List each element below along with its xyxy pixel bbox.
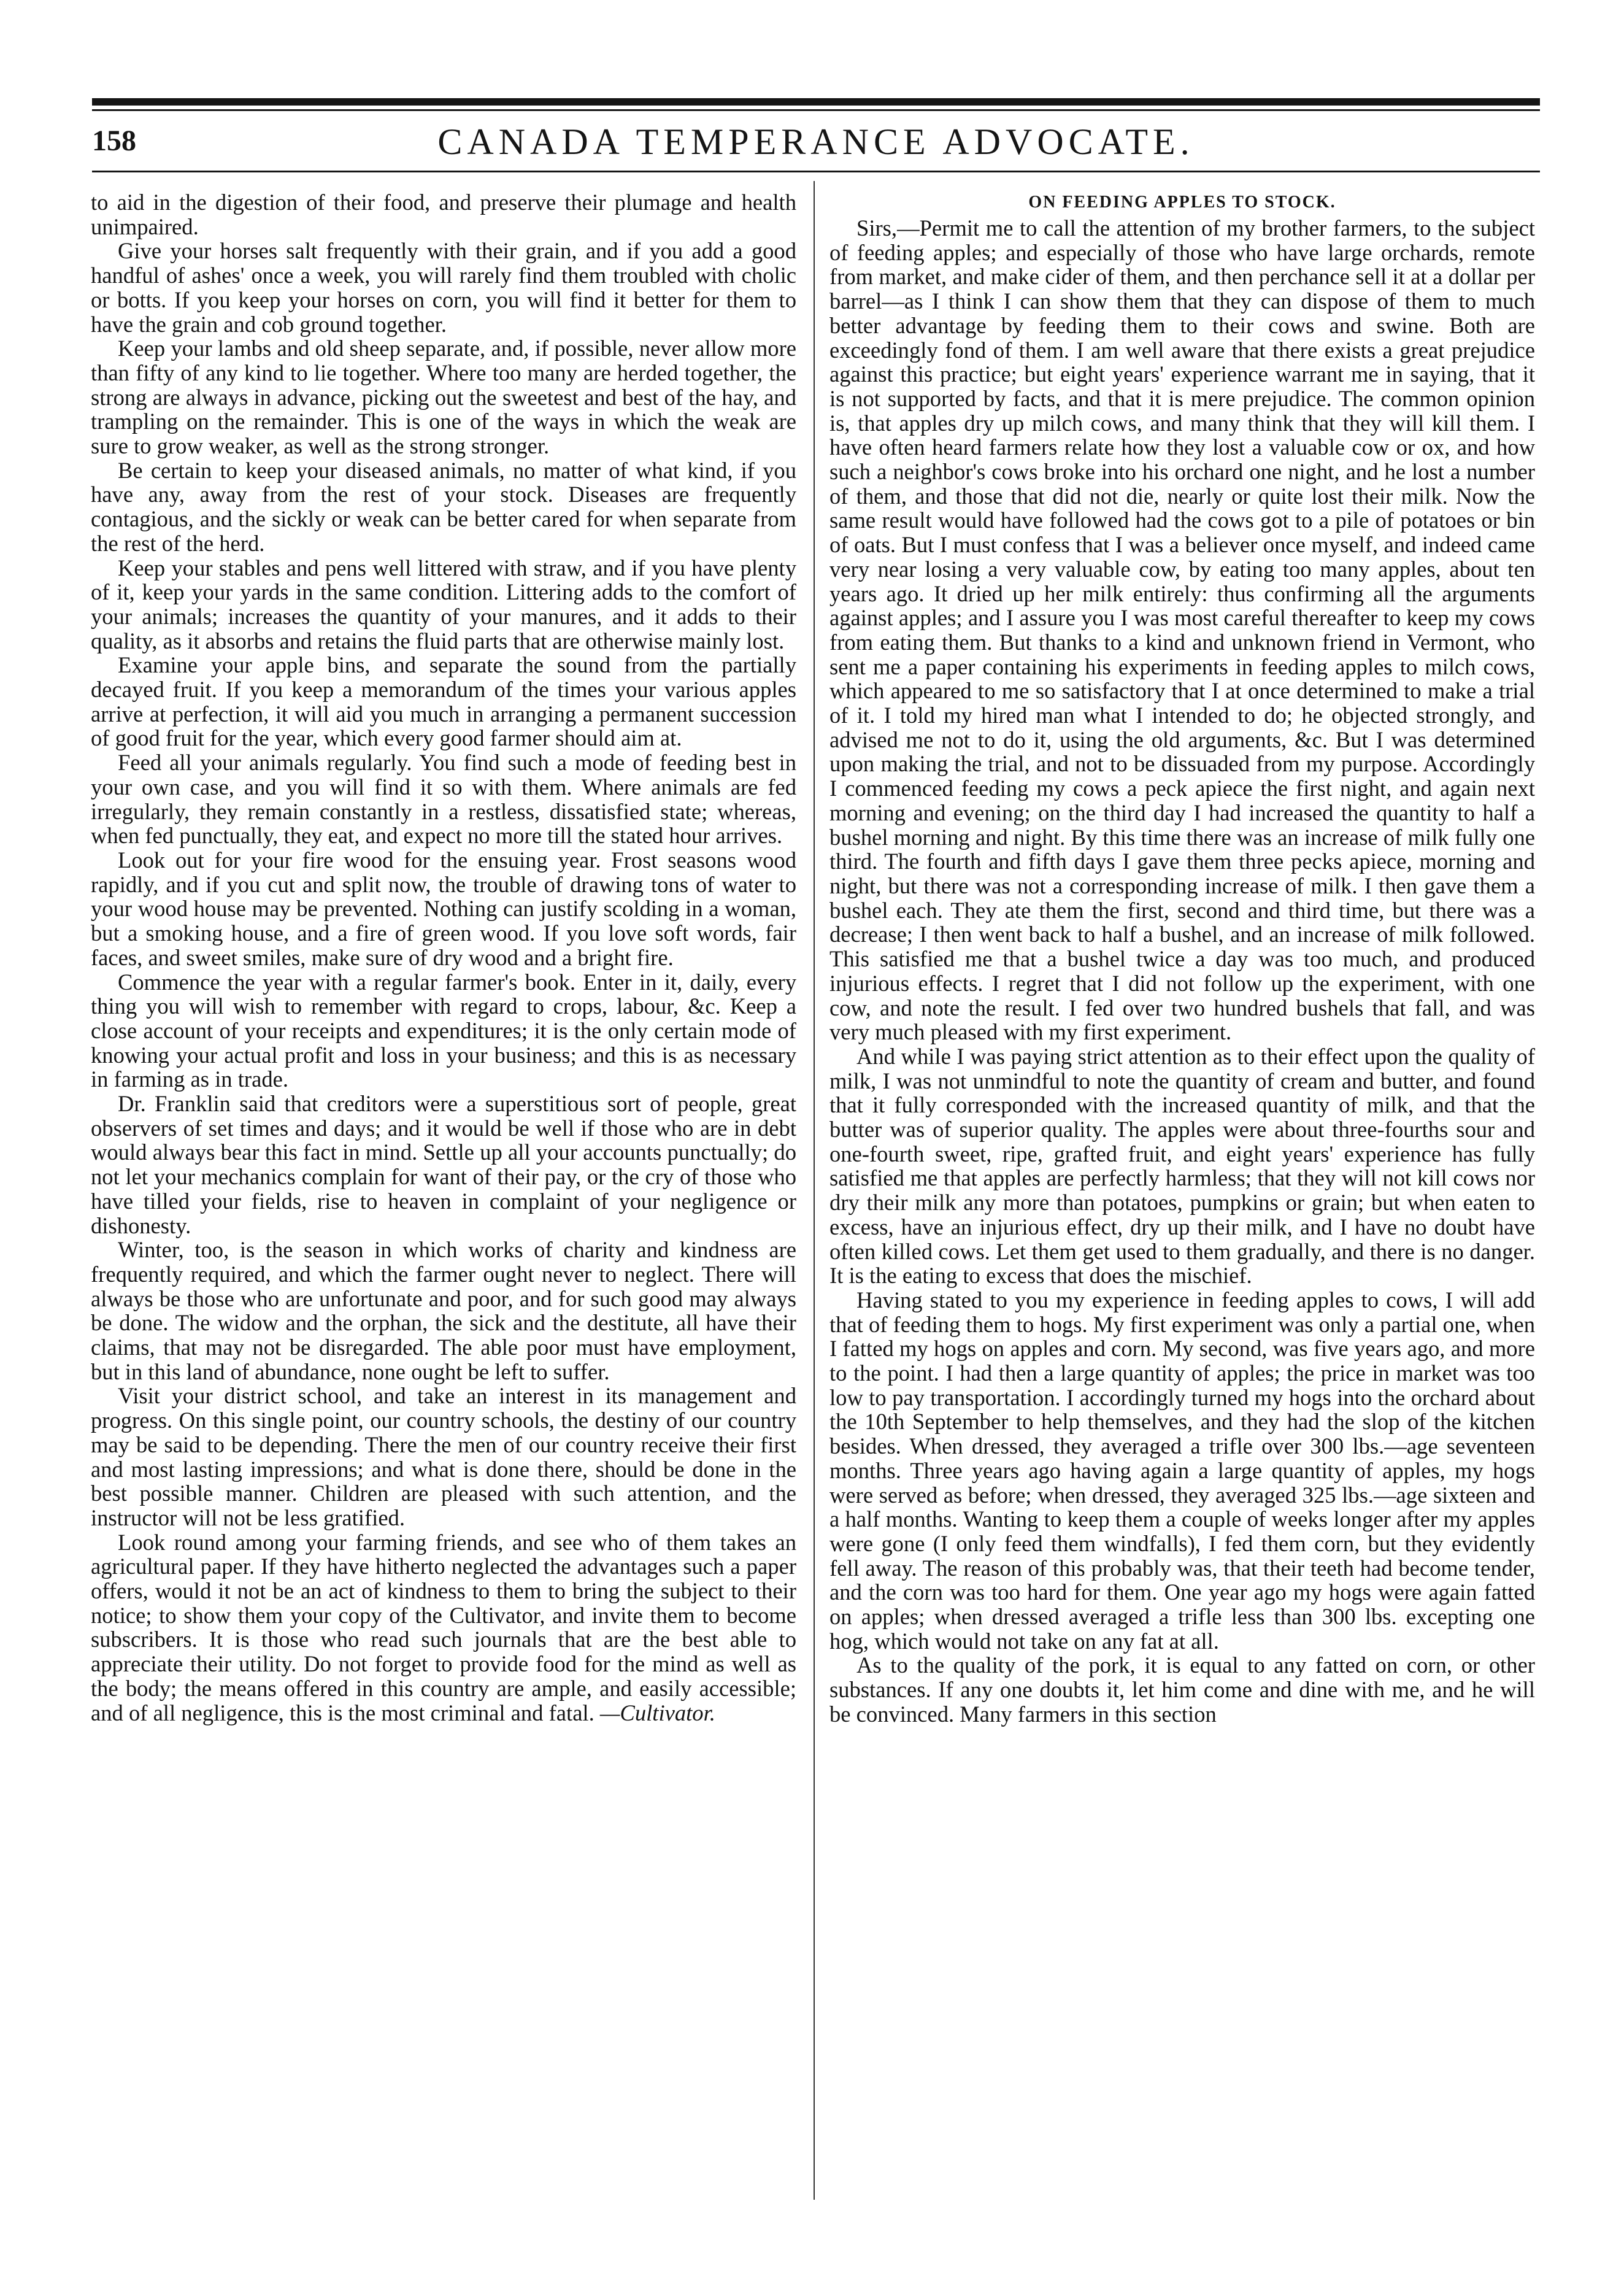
- top-rule: [92, 98, 1540, 106]
- right-column: [829, 190, 1535, 1727]
- top-rule-thin: [92, 109, 1540, 111]
- paragraph: Look out for your fire wood for the ensuing year. Frost seasons wood rapidly, and if you cut and split now, the trouble of drawing tons of water to your wood house may be prevented. Nothing can justify scolding in a woman, but a smoking house, and a fire of green wood. If you love soft words, fair faces, and sweet smiles, make sure of dry wood and a bright fire.: [91, 847, 796, 970]
- paragraph: And while I was paying strict attention as to their effect upon the quality of milk, I was not unmindful to note the quantity of cream and butter, and found that it fully corresponded with the increased quantity of milk, and that the butter was of superior quality. The apples were about three-fourths sour and one-fourth sweet, ripe, grafted fruit, and eight years' experience has fully satisfied me that apples are perfectly harmless; that they will not kill cows nor dry their milk any more than potatoes, pumpkins or grain; but when eaten to excess, have an injurious effect, dry up their milk, and I have no doubt have often killed cows. Let them get used to them gradually, and there is no danger. It is the eating to excess that does the mischief.: [829, 1043, 1535, 1289]
- paragraph-text: Look round among your farming friends, and see who of them takes an agricultural paper. If they have hitherto neglected the advantages such a paper offers, would it not be an act of kindness to them to bring the subject to their notice; to show them your copy of the Cultivator, and invite them to become subscribers. It is those who read such journals that are the best able to appreciate their utility. Do not forget to provide food for the mind as well as the body; the means offered in this country are ample, and easily accessible; and of all negligence, this is the most criminal and fatal.: [91, 1529, 796, 1725]
- left-column: [91, 190, 796, 1725]
- paragraph: to aid in the digestion of their food, and preserve their plumage and health unimpaired.: [91, 190, 796, 239]
- paragraph: Give your horses salt frequently with their grain, and if you add a good handful of ashes' once a week, you will rarely find them troubled with cholic or botts. If you keep your horses on corn, you will find it better for them to have the grain and cob ground together.: [91, 238, 796, 337]
- paragraph: As to the quality of the pork, it is equal to any fatted on corn, or other substances. If any one doubts it, let him come and dine with me, and he will be convinced. Many farmers in this section: [829, 1652, 1535, 1727]
- paragraph: Sirs,—Permit me to call the attention of my brother farmers, to the subject of feeding apples; and especially of those who have large orchards, remote from market, and make cider of them, and then perchance sell it at a dollar per barrel—as I think I can show them that they can dispose of them to much better advantage by feeding them to their cows and swine. Both are exceedingly fond of them. I am well aware that there exists a great prejudice against this practice; but eight years' experience warrant me in saying, that it is not supported by facts, and that it is mere prejudice. The common opinion is, that apples dry up milch cows, and many think that they will kill them. I have often heard farmers relate how they lost a valuable cow or ox, and how such a neighbor's cows broke into his orchard one night, and he lost a number of them, and those that did not die, nearly or quite lost their milk. Now the same result would have followed had the cows got to a pile of potatoes or bin of oats. But I must confess that I was a believer once myself, and indeed came very near losing a very valuable cow, by eating too many apples, about ten years ago. It dried up her milk entirely: thus confirming all the arguments against apples; and I assure you I was most careful thereafter to keep my cows from eating them. But thanks to a kind and unknown friend in Vermont, who sent me a paper containing his experiments in feeding apples to milch cows, which appeared to me so satisfactory that I at once determined to make a trial of it. I told my hired man what I intended to do; he objected strongly, and advised me not to do it, using the old arguments, &c. But I was determined upon making the trial, and not to be dissuaded from my purpose. Accordingly I commenced feeding my cows a peck apiece the first night, and again next morning and evening; on the third day I had increased the quantity to half a bushel morning and night. By this time there was an increase of milk fully one third. The fourth and fifth days I gave them three pecks apiece, morning and night, but there was not a corresponding increase of milk. I then gave them a bushel each. They ate them the first, second and third time, but there was a decrease; I then went back to half a bushel, and an increase of milk followed. This satisfied me that a bushel twice a day was too much, and produced injurious effects. I regret that I did not follow up the experiment, with one cow, and note the result. I fed over two hundred bushels that fall, and was very much pleased with my first experiment.: [829, 215, 1535, 1045]
- paragraph: Be certain to keep your diseased animals, no matter of what kind, if you have any, away from the rest of your stock. Diseases are frequently contagious, and the sickly or weak can be better cared for when separate from the rest of the herd.: [91, 457, 796, 556]
- header-rule: [92, 171, 1540, 172]
- paragraph: Visit your district school, and take an interest in its management and progress. On this single point, our country schools, the destiny of our country may be said to be depending. There the men of our country receive their first and most lasting impressions; and what is done there, should be done in the best possible manner. Children are pleased with such attention, and the instructor will not be less gratified.: [91, 1383, 796, 1530]
- paragraph: Dr. Franklin said that creditors were a superstitious sort of people, great observers of set times and days; and it would be well if those who are in debt would always bear this fact in mind. Settle up all your accounts punctually; do not let your mechanics complain for want of their pay, or the cry of those who have tilled your fields, rise to heaven in complaint of your negligence or dishonesty.: [91, 1091, 796, 1238]
- masthead-title: CANADA TEMPERANCE ADVOCATE.: [437, 121, 1195, 162]
- paragraph: Commence the year with a regular farmer's book. Enter in it, daily, every thing you will wish to remember with regard to crops, labour, &c. Keep a close account of your receipts and expenditures; it is the only certain mode of knowing your actual profit and loss in your business; and this is as necessary in farming as in trade.: [91, 969, 796, 1092]
- paragraph: Examine your apple bins, and separate the sound from the partially decayed fruit. If you keep a memorandum of the times your various apples arrive at perfection, it will aid you much in arranging a permanent succession of good fruit for the year, which every good farmer should aim at.: [91, 652, 796, 751]
- paragraph: Keep your lambs and old sheep separate, and, if possible, never allow more than fifty of any kind to lie together. Where too many are herded together, the strong are always in advance, picking out the sweetest and best of the hay, and trampling on the remainder. This is one of the ways in which the weak are sure to grow weaker, as well as the strong stronger.: [91, 336, 796, 459]
- paragraph: Having stated to you my experience in feeding apples to cows, I will add that of feeding them to hogs. My first experiment was only a partial one, when I fatted my hogs on apples and corn. My second, was five years ago, and more to the point. I had then a large quantity of apples; the price in market was too low to pay transportation. I accordingly turned my hogs into the orchard about the 10th September to help themselves, and they had the slop of the kitchen besides. When dressed, they averaged a trifle over 300 lbs.—age seventeen months. Three years ago having again a large quantity of apples, my hogs were served as before; when dressed, they averaged 325 lbs.—age sixteen and a half months. Wanting to keep them a couple of weeks longer after my apples were gone (I only feed them windfalls), I fed them corn, but they evidently fell away. The reason of this probably was, that their teeth had become tender, and the corn was too hard for them. One year ago my hogs were again fatted on apples; when dressed averaged a trifle less than 300 lbs. excepting one hog, which would not take on any fat at all.: [829, 1287, 1535, 1654]
- page-number: 158: [92, 125, 136, 157]
- signature: —Cultivator.: [599, 1700, 715, 1725]
- paragraph: Feed all your animals regularly. You find such a mode of feeding best in your own case, and you will find it so with them. Where animals are fed irregularly, they remain constantly in a restless, dissatisfied state; whereas, when fed punctually, they eat, and expect no more till the stated hour arrives.: [91, 750, 796, 849]
- column-divider: [814, 181, 815, 2200]
- paragraph: [91, 1530, 796, 1725]
- paragraph: Keep your stables and pens well littered with straw, and if you have plenty of it, keep your yards in the same condition. Littering adds to the comfort of your animals; increases the quantity of your manures, and it adds to their quality, as it absorbs and retains the fluid parts that are otherwise mainly lost.: [91, 555, 796, 653]
- paragraph: Winter, too, is the season in which works of charity and kindness are frequently required, and which the farmer ought never to neglect. There will always be those who are unfortunate and poor, and for such good may always be done. The widow and the orphan, the sick and the destitute, all have their claims, that may not be disregarded. The able poor must have employment, but in this land of abundance, none ought be left to suffer.: [91, 1237, 796, 1384]
- article-heading: ON FEEDING APPLES TO STOCK.: [1028, 193, 1336, 212]
